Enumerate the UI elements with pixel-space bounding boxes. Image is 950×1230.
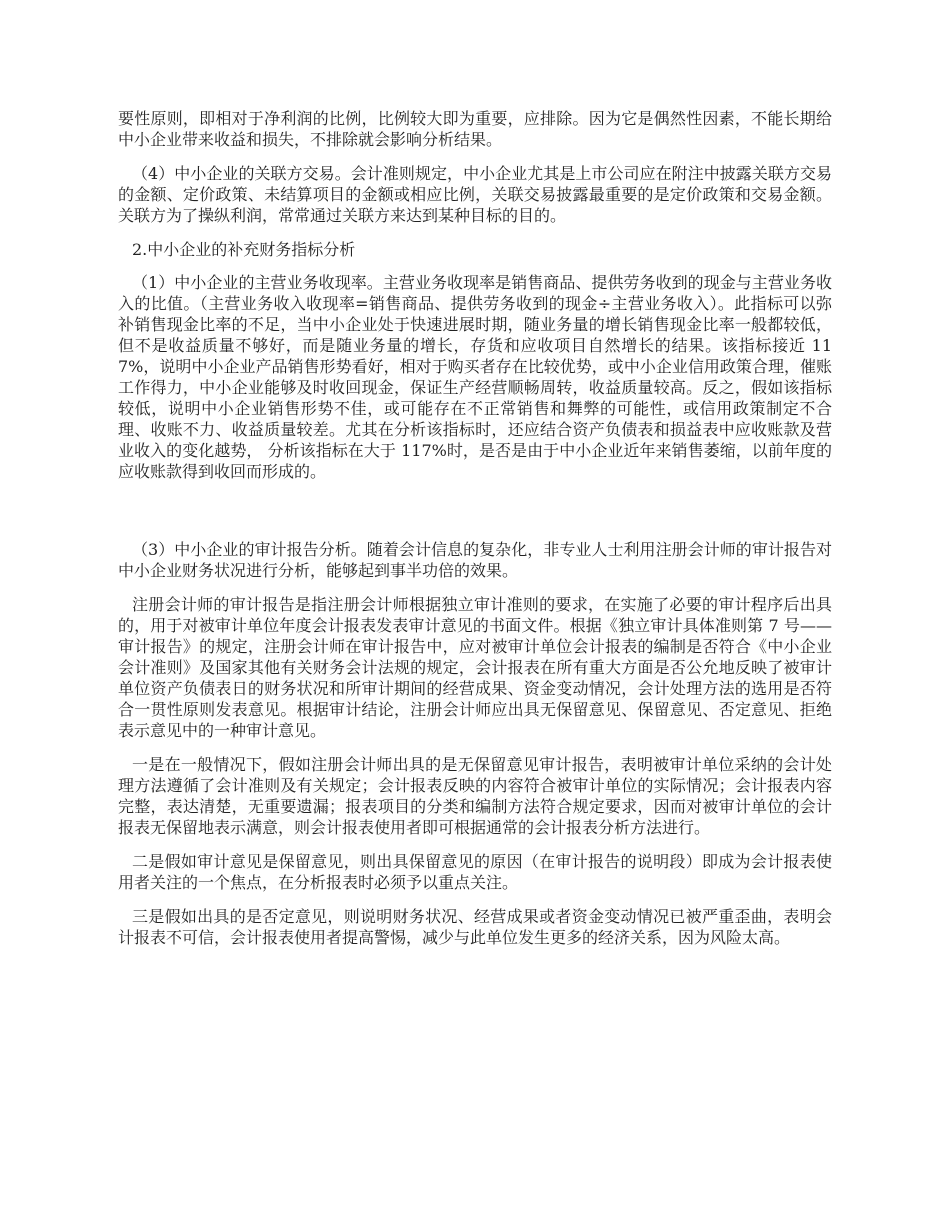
document-body [118, 108, 832, 961]
paragraph-audit-report-definition: 注册会计师的审计报告是指注册会计师根据独立审计准则的要求，在实施了必要的审计程序后出具的，用于对被审计单位年度会计报表发表审计意见的书面文件。根据《独立审计具体准则第 7 号——审计报告》的规定，注册会计师在审计报告中，应对被审计单位会计报表的编制是否符合《中小企业会计准则》及国家其他有关财务会计法规的规定，会计报表在所有重大方面是否公允地反映了被审计单位资产负债表日的财务状况和所审计期间的经营成果、资金变动情况，会计处理方法的选用是否符合一贯性原则发表意见。根据审计结论，注册会计师应出具无保留意见、保留意见、否定意见、拒绝表示意见中的一种审计意见。 [118, 595, 832, 740]
blank-gap [118, 495, 832, 539]
paragraph-materiality: 要性原则，即相对于净利润的比例，比例较大即为重要，应排除。因为它是偶然性因素，不能长期给中小企业带来收益和损失，不排除就会影响分析结果。 [118, 109, 832, 149]
paragraph-adverse-opinion: 三是假如出具的是否定意见，则说明财务状况、经营成果或者资金变动情况已被严重歪曲，表明会计报表不可信，会计报表使用者提高警惕，减少与此单位发生更多的经济关系，因为风险太高。 [118, 907, 832, 947]
paragraph-qualified-opinion: 二是假如审计意见是保留意见，则出具保留意见的原因（在审计报告的说明段）即成为会计报表使用者关注的一个焦点，在分析报表时必须予以重点关注。 [118, 852, 832, 892]
paragraph-related-party: （4）中小企业的关联方交易。会计准则规定，中小企业尤其是上市公司应在附注中披露关联方交易的金额、定价政策、未结算项目的金额或相应比例，关联交易披露最重要的是定价政策和交易金额。关联方为了操纵利润，常常通过关联方来达到某种目标的目的。 [118, 164, 832, 225]
paragraph-cash-collection-ratio: （1）中小企业的主营业务收现率。主营业务收现率是销售商品、提供劳务收到的现金与主营业务收入的比值。（主营业务收入收现率=销售商品、提供劳务收到的现金÷主营业务收入）。此指标可以弥补销售现金比率的不足，当中小企业处于快速进展时期，随业务量的增长销售现金比率一般都较低，但不是收益质量不够好，而是随业务量的增长，存货和应收项目自然增长的结果。该指标接近 117%，说明中小企业产品销售形势看好，相对于购买者存在比较优势，或中小企业信用政策合理，催账工作得力，中小企业能够及时收回现金，保证生产经营顺畅周转，收益质量较高。反之，假如该指标较低，说明中小企业销售形势不佳，或可能存在不正常销售和舞弊的可能性，或信用政策制定不合理、收账不力、收益质量较差。尤其在分析该指标时，还应结合资产负债表和损益表中应收账款及营业收入的变化越势， 分析该指标在大于 117%时，是否是由于中小企业近年来销售萎缩，以前年度的应收账款得到收回而形成的。 [118, 273, 832, 481]
paragraph-unqualified-opinion: 一是在一般情况下，假如注册会计师出具的是无保留意见审计报告，表明被审计单位采纳的会计处理方法遵循了会计准则及有关规定；会计报表反映的内容符合被审计单位的实际情况；会计报表内容完整，表达清楚，无重要遗漏；报表项目的分类和编制方法符合规定要求，因而对被审计单位的会计报表无保留地表示满意，则会计报表使用者即可根据通常的会计报表分析方法进行。 [118, 755, 832, 837]
section-heading-supplementary-indicators: 2.中小企业的补充财务指标分析 [132, 240, 356, 259]
paragraph-audit-report-analysis: （3）中小企业的审计报告分析。随着会计信息的复杂化，非专业人士利用注册会计师的审计报告对中小企业财务状况进行分析，能够起到事半功倍的效果。 [118, 540, 832, 580]
